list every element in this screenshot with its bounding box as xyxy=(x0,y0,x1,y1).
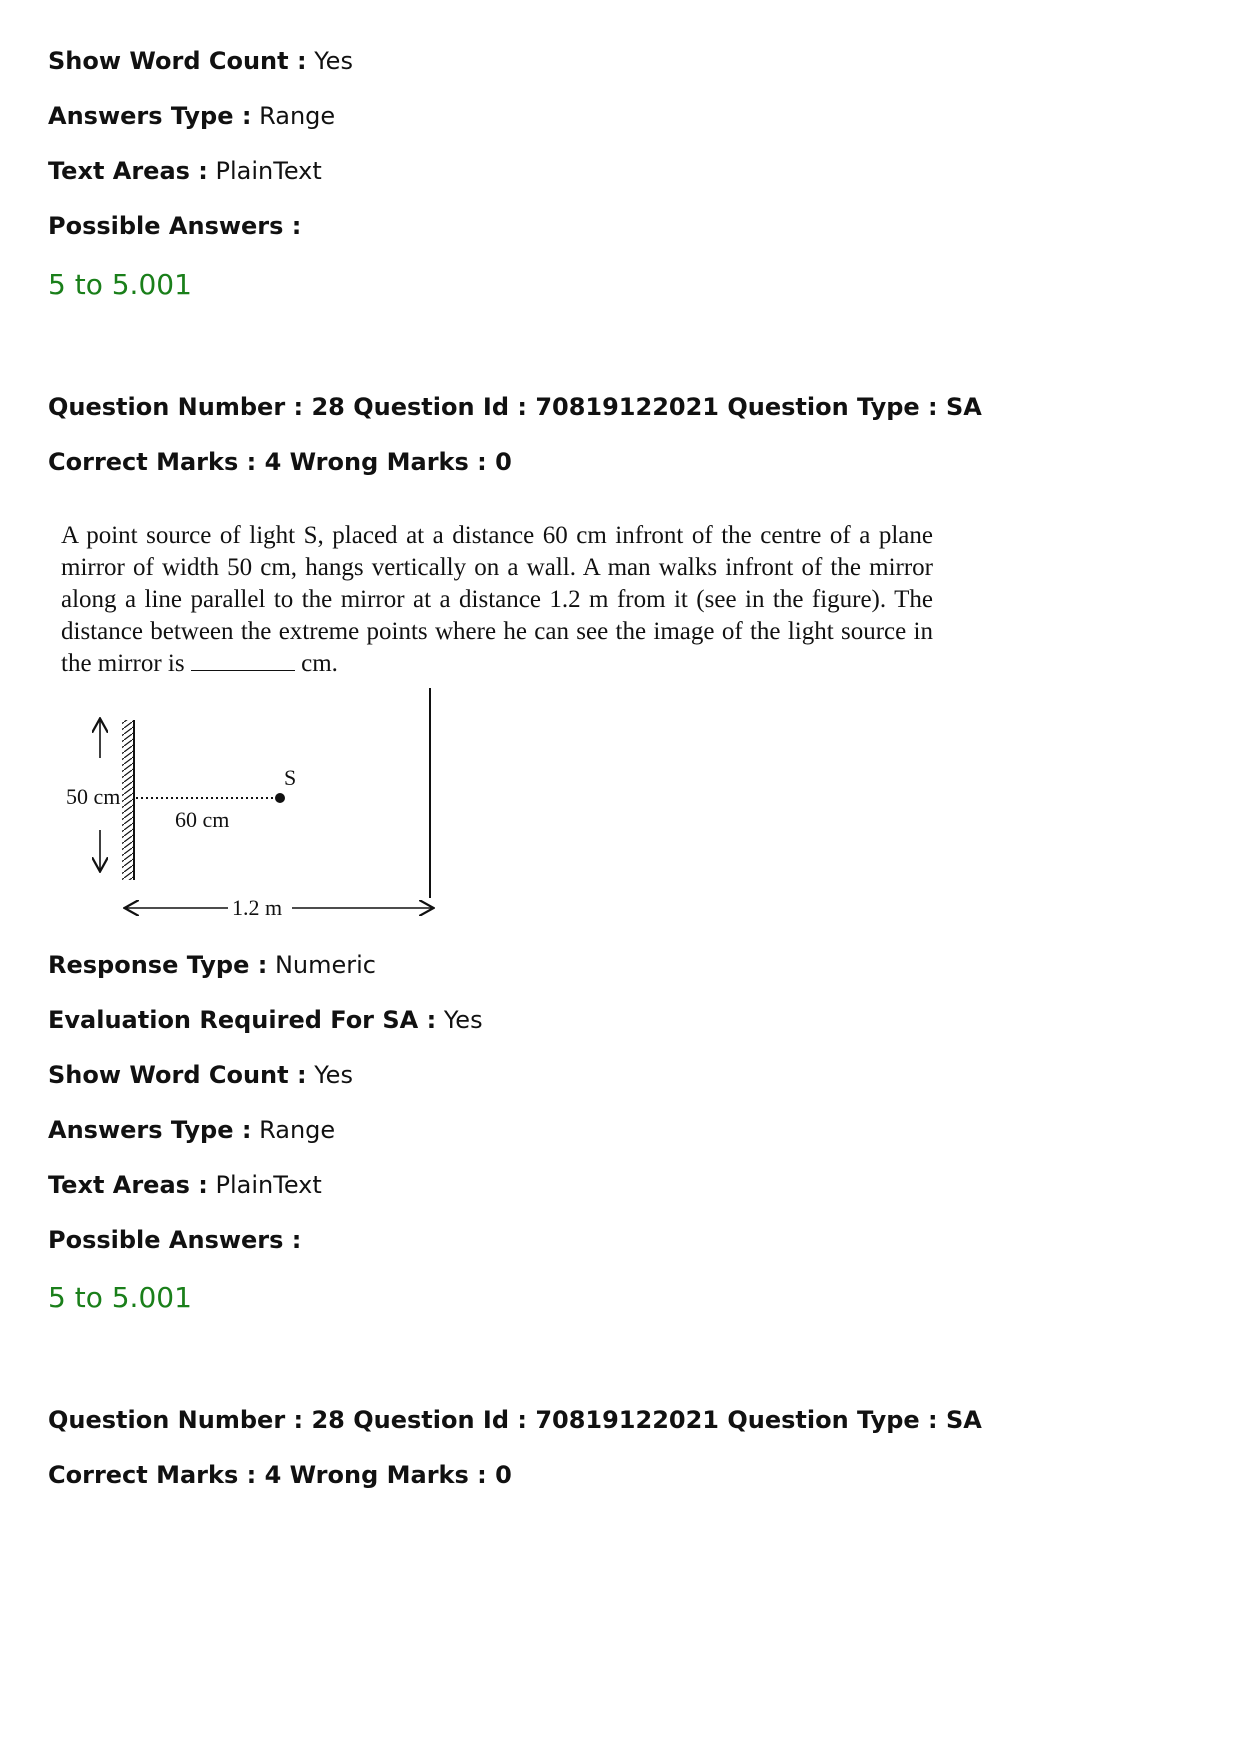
show-word-count-row xyxy=(48,47,353,75)
possible-answer: 5 to 5.001 xyxy=(48,268,192,301)
answers-type-label: Answers Type : xyxy=(48,102,252,130)
possible-answers-label: Possible Answers : xyxy=(48,212,302,240)
text-areas-row-2 xyxy=(48,1171,322,1199)
possible-answers-label-2: Possible Answers : xyxy=(48,1226,302,1254)
possible-answers-row xyxy=(48,212,301,240)
line-distance-label: 1.2 m xyxy=(232,895,283,920)
mirror-hatching xyxy=(122,720,134,880)
question-text xyxy=(61,520,933,680)
response-type-value: Numeric xyxy=(274,951,376,979)
show-word-count-value: Yes xyxy=(314,47,353,75)
show-word-count-label: Show Word Count : xyxy=(48,47,307,75)
answers-type-label-2: Answers Type : xyxy=(48,1116,252,1144)
text-areas-label: Text Areas : xyxy=(48,157,208,185)
text-areas-value-2: PlainText xyxy=(215,1171,322,1199)
question-header: Question Number : 28 Question Id : 70819122021 Question Type : SA xyxy=(48,393,982,421)
show-word-count-value-2: Yes xyxy=(314,1061,353,1089)
mirror-figure xyxy=(60,680,460,930)
text-areas-row xyxy=(48,157,322,185)
text-areas-value: PlainText xyxy=(215,157,322,185)
response-type-row xyxy=(48,951,376,979)
text-areas-label-2: Text Areas : xyxy=(48,1171,208,1199)
answers-type-value-2: Range xyxy=(259,1116,336,1144)
source-distance-label: 60 cm xyxy=(175,807,230,832)
next-question-marks: Correct Marks : 4 Wrong Marks : 0 xyxy=(48,1461,512,1489)
answer-blank xyxy=(191,652,295,671)
possible-answer-2: 5 to 5.001 xyxy=(48,1281,192,1314)
evaluation-required-value: Yes xyxy=(443,1006,483,1034)
question-text-unit: cm. xyxy=(301,650,338,677)
show-word-count-row-2 xyxy=(48,1061,353,1089)
show-word-count-label-2: Show Word Count : xyxy=(48,1061,307,1089)
evaluation-required-label: Evaluation Required For SA : xyxy=(48,1006,437,1034)
response-type-label: Response Type : xyxy=(48,951,268,979)
answers-type-row xyxy=(48,102,335,130)
question-marks: Correct Marks : 4 Wrong Marks : 0 xyxy=(48,448,512,476)
width-label: 50 cm xyxy=(66,784,121,809)
answers-type-row-2 xyxy=(48,1116,335,1144)
question-text-body: A point source of light S, placed at a distance 60 cm infront of the centre of a plane mirror of width 50 cm, hangs vertically on a wall. A man walks infront of the mirror along a line parallel to the mirror at a distance 1.2 m from it (see in the figure). The distance between the extreme points where he can see the image of the light source in the mirror is xyxy=(61,522,933,677)
next-question-header: Question Number : 28 Question Id : 70819122021 Question Type : SA xyxy=(48,1406,982,1434)
source-label: S xyxy=(284,765,297,790)
evaluation-required-row xyxy=(48,1006,483,1034)
answers-type-value: Range xyxy=(259,102,336,130)
light-source-point xyxy=(275,793,285,803)
possible-answers-row-2 xyxy=(48,1226,301,1254)
